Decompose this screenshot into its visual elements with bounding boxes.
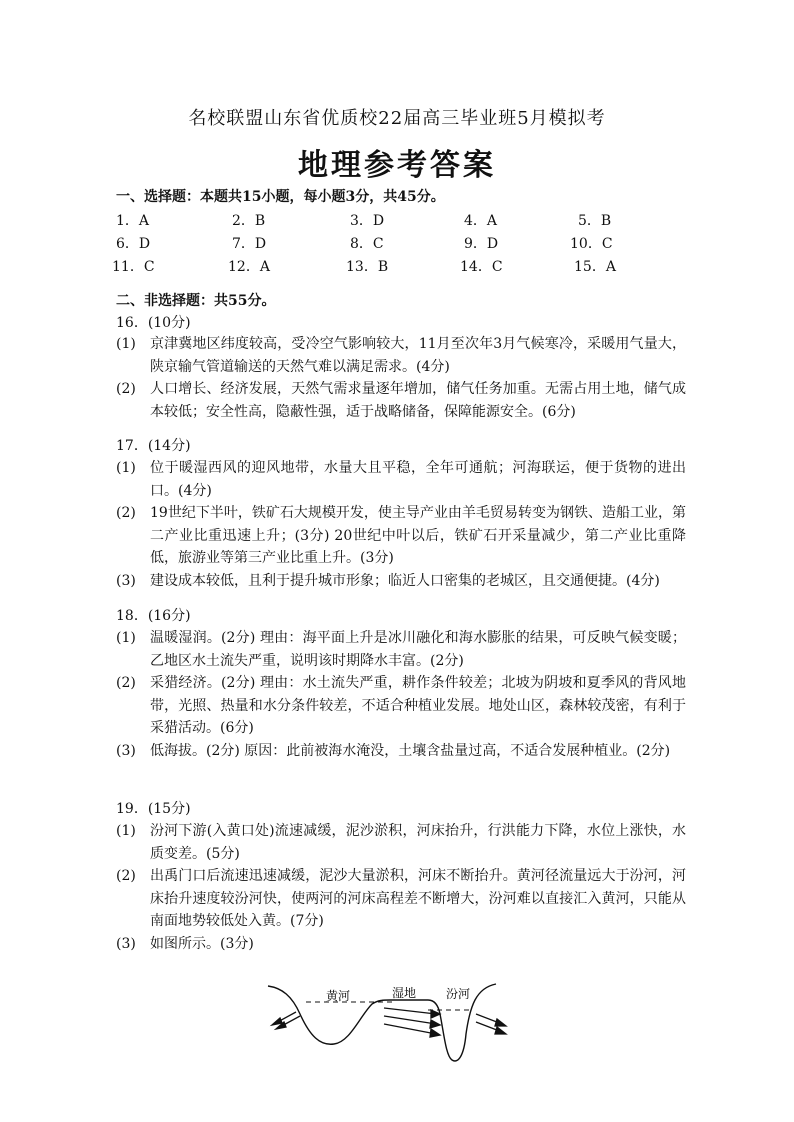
mc-answer-11: 11．C xyxy=(112,259,155,275)
question-18-head: 18．(16分) xyxy=(116,608,191,624)
part-text: 位于暖湿西风的迎风地带，水量大且平稳，全年可通航；河海联运，便于货物的进出口。(4分) xyxy=(150,460,686,499)
mc-answer-10: 10．C xyxy=(570,236,613,252)
q16-part1 xyxy=(116,333,686,378)
part-number: (3) xyxy=(116,936,136,952)
section1-heading: 一、选择题：本题共15小题，每小题3分，共45分。 xyxy=(116,189,445,205)
mc-answer-9: 9．D xyxy=(464,236,499,252)
section2-heading: 二、非选择题：共55分。 xyxy=(116,293,276,309)
part-text: 人口增长、经济发展，天然气需求量逐年增加，储气任务加重。无需占用土地，储气成本较低；安全性高，隐蔽性强，适于战略储备，保障能源安全。(6分) xyxy=(150,381,686,420)
q17-part2 xyxy=(116,502,686,570)
page-title: 地理参考答案 xyxy=(298,148,496,183)
q18-part2 xyxy=(116,672,686,740)
exam-subtitle: 名校联盟山东省优质校22届高三毕业班5月模拟考 xyxy=(188,108,606,129)
part-text: 采猎经济。(2分) 理由：水土流失严重，耕作条件较差；北坡为阴坡和夏季风的背风地带，光照、热量和水分条件较差，不适合种植业发展。地处山区，森林较茂密，有利于采猎活动。(6分) xyxy=(150,675,686,736)
part-text: 京津冀地区纬度较高，受冷空气影响较大，11月至次年3月气候寒冷，采暖用气量大，陕京输气管道输送的天然气难以满足需求。(4分) xyxy=(150,336,686,375)
part-number: (2) xyxy=(116,381,136,397)
part-number: (1) xyxy=(116,460,136,476)
label-shidi: 湿地 xyxy=(392,986,417,1000)
mc-answer-2: 2．B xyxy=(232,213,266,229)
q18-part3 xyxy=(116,740,686,763)
mc-answer-3: 3．D xyxy=(350,213,385,229)
part-text: 建设成本较低，且利于提升城市形象；临近人口密集的老城区，且交通便捷。(4分) xyxy=(150,573,660,589)
part-text: 低海拔。(2分) 原因：此前被海水淹没，土壤含盐量过高，不适合发展种植业。(2分) xyxy=(150,743,671,759)
part-text: 汾河下游(入黄口处)流速减缓，泥沙淤积，河床抬升，行洪能力下降，水位上涨快，水质变差。(5分) xyxy=(150,823,686,862)
q19-part1 xyxy=(116,820,686,865)
flow-arrows-left xyxy=(272,1012,300,1029)
mc-answer-4: 4．A xyxy=(464,213,498,229)
part-number: (3) xyxy=(116,573,136,589)
part-number: (2) xyxy=(116,505,136,521)
label-fenhe: 汾河 xyxy=(446,987,471,1001)
mc-row-1 xyxy=(116,210,636,233)
question-16-head: 16．(10分) xyxy=(116,315,191,331)
mc-answer-7: 7．D xyxy=(232,236,267,252)
flow-arrows-middle xyxy=(384,1008,440,1037)
mc-row-2 xyxy=(116,233,636,256)
part-number: (1) xyxy=(116,823,136,839)
q17-part3 xyxy=(116,570,686,593)
mc-answer-8: 8．C xyxy=(350,236,384,252)
question-17-head: 17．(14分) xyxy=(116,438,191,454)
mc-answer-15: 15．A xyxy=(574,259,616,275)
q16-part2 xyxy=(116,378,686,423)
q18-part1 xyxy=(116,627,686,672)
part-number: (2) xyxy=(116,868,136,884)
question-19-head: 19．(15分) xyxy=(116,801,191,817)
mc-answer-6: 6．D xyxy=(116,236,151,252)
part-text: 如图所示。(3分) xyxy=(150,936,254,952)
q17-part1 xyxy=(116,457,686,502)
q19-part3 xyxy=(116,933,686,956)
flow-arrows-right xyxy=(476,1014,506,1034)
mc-answer-14: 14．C xyxy=(460,259,503,275)
part-number: (3) xyxy=(116,743,136,759)
part-number: (2) xyxy=(116,675,136,691)
part-text: 19世纪下半叶，铁矿石大规模开发，使主导产业由羊毛贸易转变为钢铁、造船工业，第二产业比重迅速上升；(3分) 20世纪中叶以后，铁矿石开采量减少，第二产业比重降低，旅游业等第三产业比重上升。(3分) xyxy=(150,505,686,566)
mc-row-3 xyxy=(112,256,636,279)
part-text: 出禹门口后流速迅速减缓，泥沙大量淤积，河床不断抬升。黄河径流量远大于汾河，河床抬升速度较汾河快，使两河的河床高程差不断增大，汾河难以直接汇入黄河，只能从南面地势较低处入黄。(7分) xyxy=(150,868,686,929)
river-cross-section-diagram xyxy=(260,974,520,1074)
label-huanghe: 黄河 xyxy=(326,989,351,1003)
mc-answer-1: 1．A xyxy=(116,213,150,229)
part-number: (1) xyxy=(116,336,136,352)
part-text: 温暖湿润。(2分) 理由：海平面上升是冰川融化和海水膨胀的结果，可反映气候变暖；乙地区水土流失严重，说明该时期降水丰富。(2分) xyxy=(150,630,686,669)
mc-answer-12: 12．A xyxy=(228,259,270,275)
q19-part2 xyxy=(116,865,686,933)
mc-answer-grid xyxy=(112,210,636,279)
mc-answer-5: 5．B xyxy=(578,213,612,229)
part-number: (1) xyxy=(116,630,136,646)
mc-answer-13: 13．B xyxy=(346,259,389,275)
